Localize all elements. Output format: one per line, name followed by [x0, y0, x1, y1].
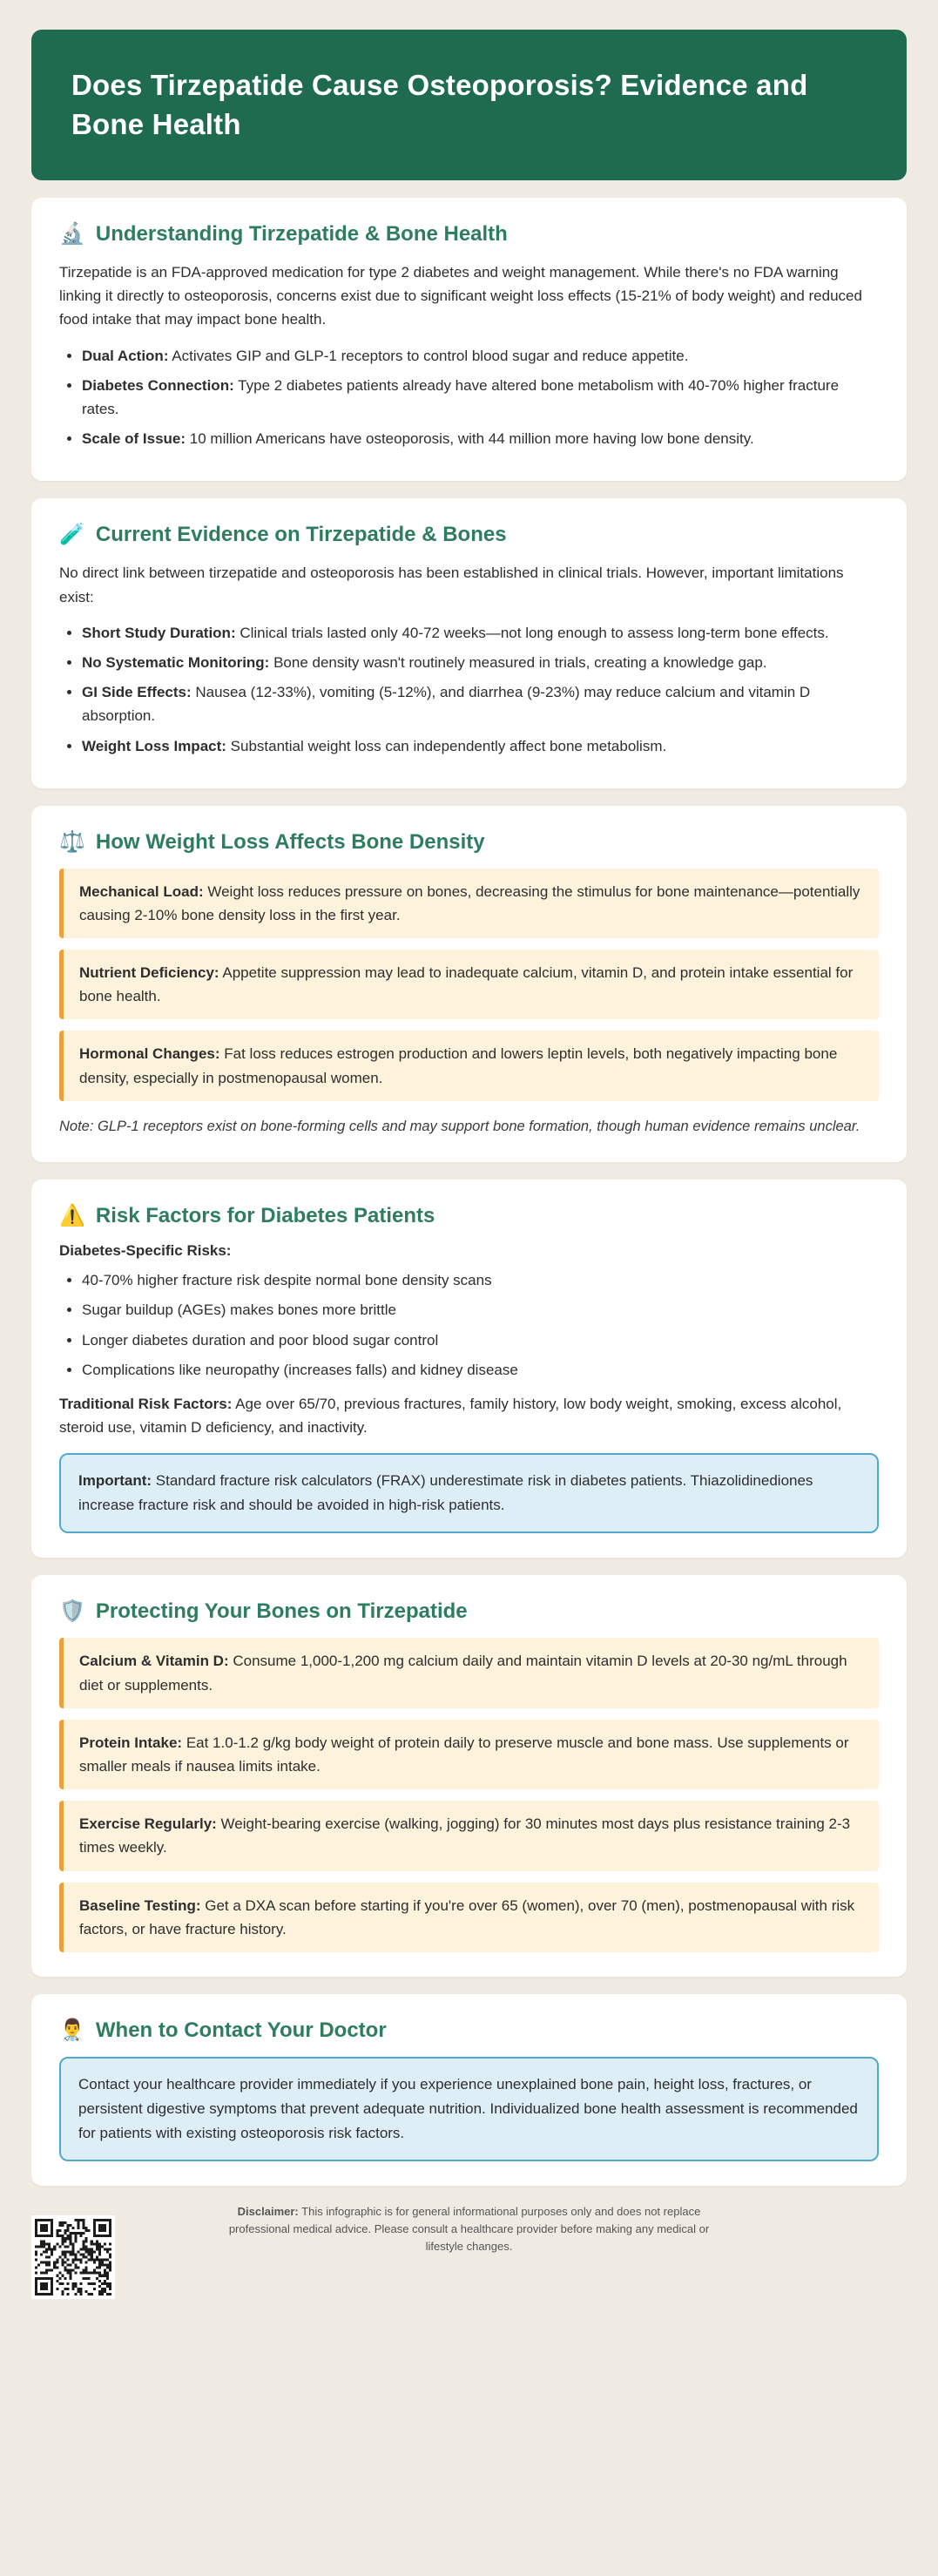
section-title-text: Risk Factors for Diabetes Patients [95, 1204, 435, 1228]
qr-code [31, 2215, 115, 2299]
callout-exercise [59, 1801, 879, 1870]
intro-text: No direct link between tirzepatide and osteoporosis has been established in clinical trials. However, important limitations exist: [59, 565, 844, 605]
section-title [59, 830, 879, 855]
traditional-risk-text [59, 1392, 879, 1439]
list-item [82, 621, 879, 645]
footer [31, 2203, 907, 2299]
section-title-text: Current Evidence on Tirzepatide & Bones [95, 523, 507, 547]
bullet-text: Nausea (12-33%), vomiting (5-12%), and diarrhea (9-23%) may reduce calcium and vitamin D absorption. [82, 684, 811, 725]
callout-lead: Exercise Regularly: [79, 1815, 217, 1833]
section-protecting-bones [31, 1575, 907, 1977]
section-weight-loss [31, 806, 907, 1163]
list-item [82, 374, 879, 421]
microscope-icon: 🔬 [59, 222, 85, 247]
bullet-list [59, 621, 879, 758]
section-title [59, 523, 879, 547]
section-understanding [31, 198, 907, 481]
important-lead: Important: [78, 1472, 152, 1490]
balance-scale-icon: ⚖️ [59, 829, 85, 854]
bullet-lead: Dual Action: [82, 347, 169, 364]
section-contact-doctor [31, 1994, 907, 2186]
callout-lead: Hormonal Changes: [79, 1045, 220, 1063]
callout-text: Weight-bearing exercise (walking, jogging) for 30 minutes most days plus resistance training 2-3 times weekly. [79, 1815, 851, 1856]
page-title: Does Tirzepatide Cause Osteoporosis? Evidence and Bone Health [71, 69, 808, 140]
bullet-lead: Short Study Duration: [82, 624, 236, 641]
section-title-text: Understanding Tirzepatide & Bone Health [95, 222, 508, 247]
bullet-lead: Weight Loss Impact: [82, 737, 226, 754]
callout-lead: Nutrient Deficiency: [79, 964, 219, 982]
bullet-text: Type 2 diabetes patients already have altered bone metabolism with 40-70% higher fracture rates. [82, 376, 840, 418]
callout-calcium-vitamin-d [59, 1638, 879, 1707]
section-title [59, 222, 879, 247]
bullet-lead: Scale of Issue: [82, 430, 186, 448]
bullet-text: 10 million Americans have osteoporosis, with 44 million more having low bone density. [186, 430, 754, 448]
section-title [59, 1204, 879, 1228]
list-item [82, 734, 879, 758]
disclaimer-lead: Disclaimer: [237, 2205, 299, 2219]
bullet-text: Substantial weight loss can independently affect bone metabolism. [226, 737, 667, 754]
bullet-lead: Diabetes Connection: [82, 376, 234, 394]
list-item: • Sugar buildup (AGEs) makes bones more brittle [82, 1298, 879, 1322]
list-item: • Complications like neuropathy (increases falls) and kidney disease [82, 1358, 879, 1382]
callout-text: Appetite suppression may lead to inadequate calcium, vitamin D, and protein intake essential for bone health. [79, 964, 854, 1005]
important-info-box [59, 1453, 879, 1533]
warning-icon: ⚠️ [59, 1204, 85, 1228]
bullet-lead: GI Side Effects: [82, 684, 192, 701]
callout-text: Weight loss reduces pressure on bones, decreasing the stimulus for bone maintenance—potentially causing 2-10% bone density loss in the first year. [79, 882, 860, 923]
callout-mechanical-load [59, 869, 879, 938]
section-title-text: How Weight Loss Affects Bone Density [95, 829, 485, 854]
intro-text: Tirzepatide is an FDA-approved medication for type 2 diabetes and weight management. While there's no FDA warning linking it directly to osteoporosis, concerns exist due to significant weight loss effects (15-21% of body weight) and reduced food intake that may impact bone health. [59, 264, 862, 328]
callout-text: Consume 1,000-1,200 mg calcium daily and maintain vitamin D levels at 20-30 ng/mL through diet or supplements. [79, 1653, 847, 1694]
callout-text: Fat loss reduces estrogen production and lowers leptin levels, both negatively impacting bone density, especially in postmenopausal women. [79, 1045, 838, 1086]
list-item [82, 344, 879, 368]
section-title [59, 2018, 879, 2043]
disclaimer-text: This infographic is for general informational purposes only and does not replace professional medical advice. Please consult a healthcare provider before making any medical or lifestyle changes. [228, 2205, 710, 2254]
glp1-note: Note: GLP-1 receptors exist on bone-forming cells and may support bone formation, though human evidence remains unclear. [59, 1118, 860, 1134]
list-item: • 40-70% higher fracture risk despite normal bone density scans [82, 1268, 879, 1292]
traditional-risk-lead: Traditional Risk Factors: [59, 1395, 233, 1412]
section-title-text: Protecting Your Bones on Tirzepatide [95, 1599, 468, 1624]
section-risk-factors [31, 1180, 907, 1558]
callout-lead: Protein Intake: [79, 1734, 183, 1751]
shield-icon: 🛡️ [59, 1599, 85, 1624]
section-evidence [31, 498, 907, 788]
callout-nutrient-deficiency [59, 950, 879, 1019]
callout-text: Get a DXA scan before starting if you're over 65 (women), over 70 (men), postmenopausal with risk factors, or have fracture history. [79, 1897, 855, 1937]
callout-lead: Calcium & Vitamin D: [79, 1653, 229, 1670]
callout-text: Eat 1.0-1.2 g/kg body weight of protein daily to preserve muscle and bone mass. Use supplements or smaller meals if nausea limits intake. [79, 1734, 849, 1775]
doctor-info-box: Contact your healthcare provider immediately if you experience unexplained bone pain, height loss, fractures, or persistent digestive symptoms that prevent adequate nutrition. Individualized bone health assessment is recommended for patients with existing osteoporosis risk factors. [59, 2057, 879, 2161]
callout-hormonal-changes [59, 1031, 879, 1100]
traditional-risk-rest: Age over 65/70, previous fractures, family history, low body weight, smoking, excess alcohol, steroid use, vitamin D deficiency, and inactivity. [59, 1395, 842, 1437]
section-title [59, 1599, 879, 1624]
list-item [82, 427, 879, 450]
list-item [82, 680, 879, 727]
doctor-icon: 👨‍⚕️ [59, 2018, 85, 2042]
bullet-list [59, 1268, 879, 1382]
callout-lead: Mechanical Load: [79, 882, 204, 900]
test-tube-icon: 🧪 [59, 523, 85, 547]
bullet-lead: No Systematic Monitoring: [82, 653, 270, 671]
bullet-list [59, 344, 879, 451]
important-text: Standard fracture risk calculators (FRAX) underestimate risk in diabetes patients. Thiazolidinediones increase fracture risk and should be avoided in high-risk patients. [78, 1472, 813, 1514]
list-item: • Longer diabetes duration and poor blood sugar control [82, 1329, 879, 1352]
callout-baseline-testing [59, 1883, 879, 1952]
list-item [82, 651, 879, 674]
page-header [31, 30, 907, 180]
callout-lead: Baseline Testing: [79, 1897, 201, 1914]
disclaimer [226, 2203, 713, 2255]
risk-subhead: Diabetes-Specific Risks: [59, 1242, 232, 1260]
callout-protein-intake [59, 1720, 879, 1789]
bullet-text: Clinical trials lasted only 40-72 weeks—not long enough to assess long-term bone effects. [235, 624, 829, 641]
bullet-text: Bone density wasn't routinely measured in trials, creating a knowledge gap. [269, 653, 767, 671]
section-title-text: When to Contact Your Doctor [95, 2018, 387, 2042]
bullet-text: Activates GIP and GLP-1 receptors to control blood sugar and reduce appetite. [168, 347, 689, 364]
